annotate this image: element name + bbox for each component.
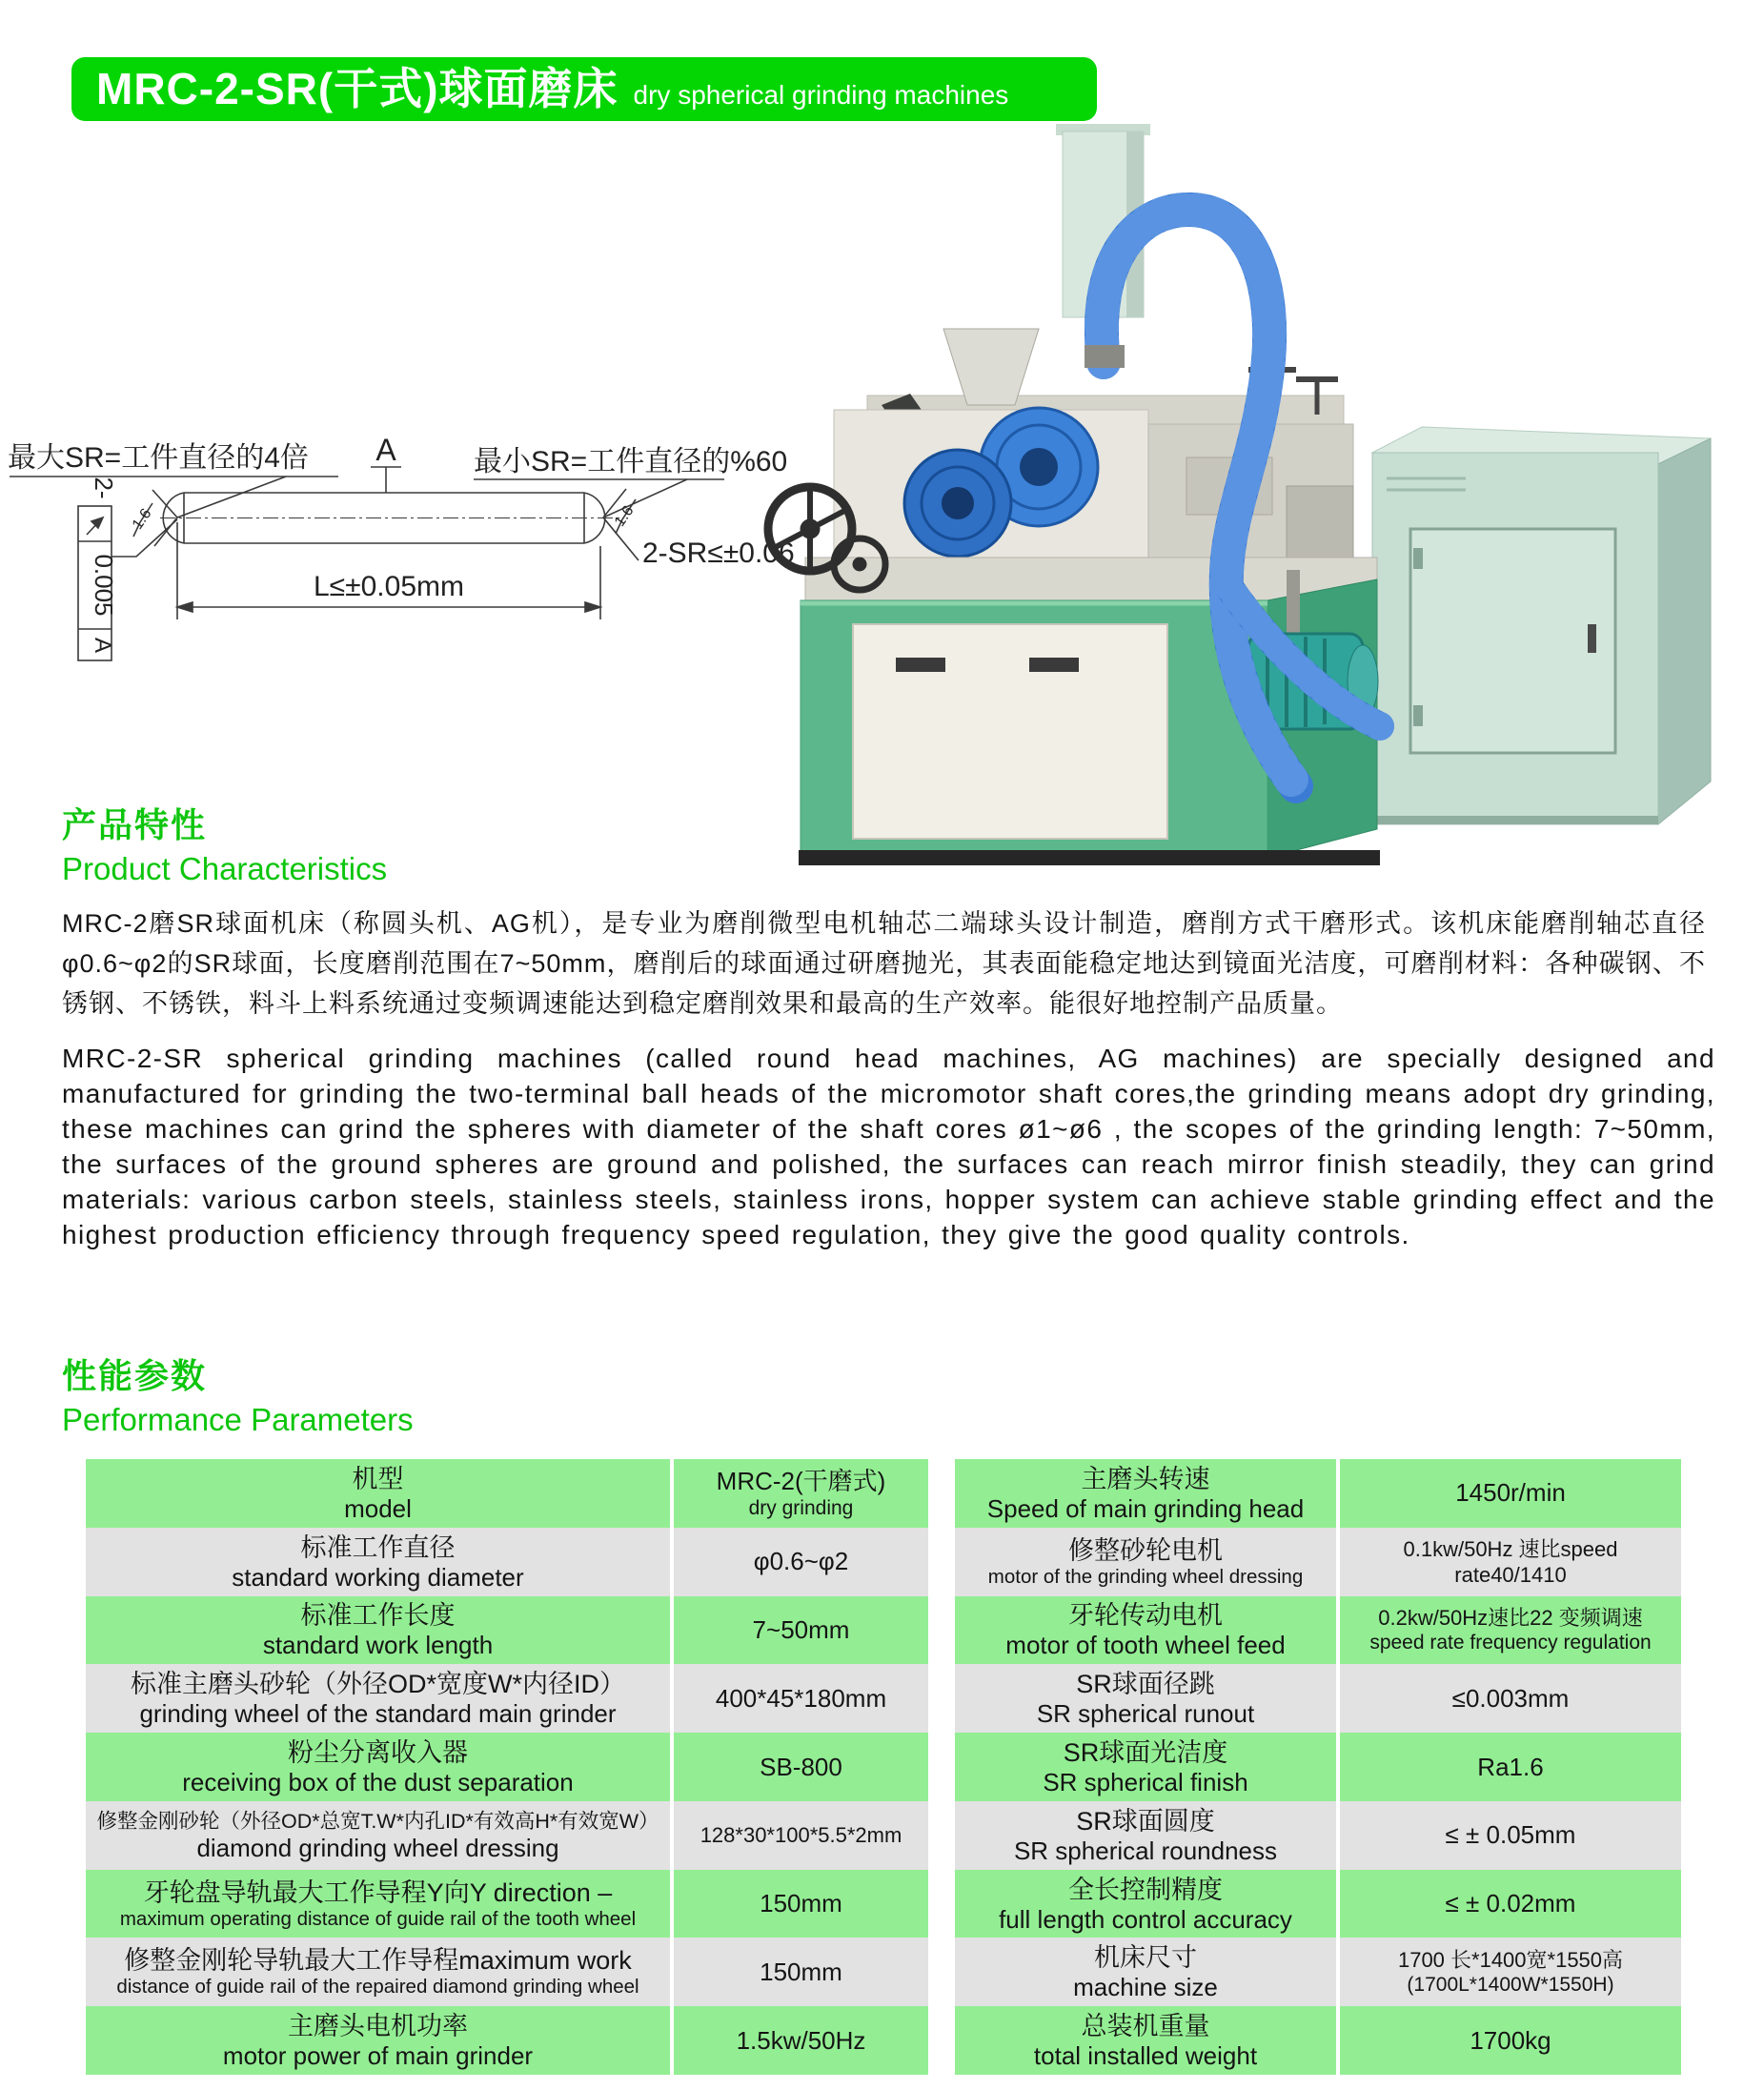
spec-row <box>86 1733 928 1801</box>
feed-hopper <box>943 329 1039 405</box>
spec-row <box>86 1938 928 2006</box>
spec-label-en: grinding wheel of the standard main grinder <box>139 1699 617 1729</box>
spec-label-en: SR spherical finish <box>1043 1768 1248 1797</box>
spec-label-cell <box>86 1870 674 1938</box>
spec-label-en: motor of the grinding wheel dressing <box>987 1565 1304 1588</box>
spec-row <box>955 1733 1681 1801</box>
spec-value: 0.1kw/50Hz 速比speed rate40/1410 <box>1403 1536 1618 1587</box>
spec-label-zh: 主磨头电机功率 <box>288 2012 468 2041</box>
spec-label-cell <box>86 1801 674 1870</box>
spec-value-cell <box>1340 1801 1681 1870</box>
spec-value: 1450r/min <box>1455 1478 1566 1508</box>
spec-row <box>955 1596 1681 1665</box>
spec-value: 1700kg <box>1470 2025 1551 2055</box>
spec-table-left <box>86 1459 928 2075</box>
drawing-label-length: L≤±0.05mm <box>314 571 464 602</box>
spec-row <box>86 1596 928 1665</box>
spec-row <box>955 2006 1681 2075</box>
spec-value: 1.5kw/50Hz <box>736 2025 866 2055</box>
spec-label-zh: 标准主磨头砂轮（外径OD*宽度W*内径ID） <box>131 1670 625 1699</box>
spec-label-en: receiving box of the dust separation <box>182 1768 574 1797</box>
spec-value: 150mm <box>760 1889 842 1918</box>
spec-label-en: diamond grinding wheel dressing <box>196 1833 559 1862</box>
drawing-tolerance-prefix: 2- <box>90 477 118 499</box>
spec-label-zh: 总装机重量 <box>1081 2012 1210 2041</box>
spec-value: 7~50mm <box>752 1614 850 1644</box>
spec-label-en: distance of guide rail of the repaired diamond grinding wheel <box>116 1976 639 1999</box>
spec-label-zh: 全长控制精度 <box>1068 1875 1223 1904</box>
spec-value-cell <box>674 1459 928 1528</box>
spec-value: 150mm <box>760 1957 842 1986</box>
spec-label-en: motor of tooth wheel feed <box>1005 1631 1286 1660</box>
drawing-finish-left-value: 1.6 <box>129 505 155 533</box>
spec-value-cell <box>674 1596 928 1665</box>
spec-label-cell <box>955 1596 1340 1665</box>
spec-row <box>86 1459 928 1528</box>
spec-value: φ0.6~φ2 <box>753 1547 849 1576</box>
page-subtitle: dry spherical grinding machines <box>633 80 1009 110</box>
spec-value-cell <box>1340 1459 1681 1528</box>
dust-collector-cabinet <box>1372 427 1711 824</box>
spec-label-cell <box>86 2006 674 2075</box>
spec-label-en: full length control accuracy <box>999 1904 1292 1934</box>
spec-value: Ra1.6 <box>1477 1752 1544 1781</box>
hose-clamp <box>1085 345 1125 368</box>
spec-label-zh: 修整金刚砂轮（外径OD*总宽T.W*内孔ID*有效高H*有效宽W） <box>96 1809 659 1833</box>
section-title-en: Performance Parameters <box>62 1402 414 1437</box>
cabinet-door <box>1410 529 1615 753</box>
spec-value-sub: (1700L*1400W*1550H) <box>1407 1974 1614 1997</box>
spec-label-en: motor power of main grinder <box>222 2041 534 2071</box>
spec-value: 0.2kw/50Hz速比22 变频调速 <box>1378 1606 1643 1631</box>
drawing-label-sr-tolerance: 2-SR≤±0.06 <box>642 538 795 569</box>
spec-row <box>955 1664 1681 1733</box>
page-title: MRC-2-SR(干式)球面磨床 <box>96 64 618 113</box>
drawing-label-min-sr: 最小SR=工件直径的%60 <box>474 446 788 477</box>
spec-label-en: standard working diameter <box>232 1562 524 1592</box>
characteristics-paragraph-zh: MRC-2磨SR球面机床（称圆头机、AG机），是专业为磨削微型电机轴芯二端球头设计制造，磨削方式干磨形式。该机床能磨削轴芯直径φ0.6~φ2的SR球面，长度磨削范围在7~50mm，磨削后的球面通过研磨抛光，其表面能稳定地达到镜面光洁度，可磨削材料：各种碳钢、不锈钢、不锈铁，料斗上料系统通过变频调速能达到稳定磨削效果和最高的生产效率。能很好地控制产品质量。 <box>62 909 1706 1018</box>
spec-label-zh: SR球面圆度 <box>1076 1806 1215 1836</box>
spec-label-cell <box>86 1459 674 1528</box>
spec-value-cell <box>674 1801 928 1870</box>
drawing-tolerance-value: 0.005 <box>90 554 118 617</box>
base-panel <box>853 624 1167 839</box>
spec-row <box>86 1870 928 1938</box>
spec-value-cell <box>1340 2006 1681 2075</box>
spec-value-cell <box>674 1733 928 1801</box>
spec-row <box>86 2006 928 2075</box>
spec-label-zh: 标准工作直径 <box>300 1532 456 1562</box>
spec-row <box>86 1528 928 1596</box>
shaft-technical-drawing <box>0 305 858 686</box>
machine-photo <box>753 124 1715 872</box>
spec-label-cell <box>955 1459 1340 1528</box>
spec-label-zh: 修整砂轮电机 <box>1068 1535 1223 1565</box>
drawing-datum-label: A <box>375 433 396 467</box>
spec-label-zh: 主磨头转速 <box>1081 1464 1210 1493</box>
spec-value: 128*30*100*5.5*2mm <box>700 1823 902 1848</box>
spec-row <box>955 1870 1681 1938</box>
drawing-finish-right-value: 1.6 <box>611 502 638 530</box>
spec-row <box>955 1459 1681 1528</box>
spec-value-sub: dry grinding <box>748 1496 854 1519</box>
spec-value: 400*45*180mm <box>715 1683 887 1713</box>
spec-value: ≤ ± 0.02mm <box>1445 1889 1576 1918</box>
spec-value-cell <box>1340 1528 1681 1596</box>
spec-label-cell <box>955 1870 1340 1938</box>
spec-label-cell <box>86 1664 674 1733</box>
spec-row <box>955 1801 1681 1870</box>
characteristics-paragraph-en: MRC-2-SR spherical grinding machines (called round head machines, AG machines) are specially designed and manufactured for grinding the two-terminal ball heads of the micromotor shaft cores,the grinding means adopt dry grinding, these machines can grind the spheres with diameter of the shaft cores ø1~ø6 , the scopes of the grinding length: 7~50mm, the surfaces of the ground spheres are ground and polished, the surfaces can reach mirror finish steadily, they can grind materials: various carbon steels, stainless steels, stainless irons, hopper system can achieve stable grinding effect and the highest production efficiency through frequency speed regulation, they give the good quality controls. <box>62 1044 1715 1249</box>
spec-label-cell <box>955 2006 1340 2075</box>
spec-row <box>86 1664 928 1733</box>
spec-label-zh: SR球面径跳 <box>1076 1670 1215 1699</box>
section-title-zh: 产品特性 <box>62 805 208 844</box>
spec-value-cell <box>1340 1596 1681 1665</box>
spec-value-sub: speed rate frequency regulation <box>1369 1632 1652 1654</box>
spec-label-en: Speed of main grinding head <box>986 1493 1305 1523</box>
spec-label-zh: 牙轮传动电机 <box>1068 1601 1223 1631</box>
spec-label-en: machine size <box>1073 1973 1218 2002</box>
spec-label-zh: 粉尘分离收入器 <box>288 1738 468 1768</box>
drawing-tolerance-datum: A <box>90 637 115 654</box>
title-banner <box>71 57 1097 121</box>
drawing-label-max-sr: 最大SR=工件直径的4倍 <box>8 442 309 474</box>
spec-value-cell <box>1340 1870 1681 1938</box>
spec-label-zh: SR球面光洁度 <box>1063 1738 1228 1768</box>
spec-value-cell <box>674 2006 928 2075</box>
spec-label-en: standard work length <box>262 1631 494 1660</box>
spec-value-cell <box>674 1938 928 2006</box>
spec-label-cell <box>86 1528 674 1596</box>
spec-value-cell <box>674 1528 928 1596</box>
spec-label-zh: 标准工作长度 <box>300 1601 456 1631</box>
spec-label-zh: 机型 <box>352 1464 404 1493</box>
spec-value-cell <box>1340 1733 1681 1801</box>
section-parameters-heading <box>62 1349 414 1438</box>
spec-label-cell <box>86 1596 674 1665</box>
spec-value: ≤ ± 0.05mm <box>1445 1820 1576 1850</box>
spec-value-cell <box>674 1664 928 1733</box>
spec-label-en: total installed weight <box>1033 2041 1258 2071</box>
spec-label-cell <box>955 1664 1340 1733</box>
spec-table-right <box>955 1459 1681 2075</box>
spec-row <box>955 1938 1681 2006</box>
spec-value: SB-800 <box>760 1752 842 1781</box>
spec-value: ≤0.003mm <box>1451 1683 1570 1713</box>
spec-label-cell <box>86 1733 674 1801</box>
section-characteristics-heading <box>62 799 387 887</box>
spec-label-cell <box>955 1733 1340 1801</box>
spec-label-cell <box>955 1801 1340 1870</box>
spec-row <box>955 1528 1681 1596</box>
spec-label-zh: 修整金刚轮导轨最大工作导程maximum work <box>124 1946 632 1976</box>
spec-value: MRC-2(干磨式) <box>716 1466 886 1495</box>
spec-label-cell <box>955 1938 1340 2006</box>
spec-label-en: SR spherical roundness <box>1013 1836 1278 1865</box>
door-handle <box>1588 624 1596 653</box>
spec-label-cell <box>955 1528 1340 1596</box>
section-title-en: Product Characteristics <box>62 851 388 886</box>
spec-label-en: maximum operating distance of guide rail of the tooth wheel <box>119 1907 637 1930</box>
spec-value-cell <box>1340 1938 1681 2006</box>
spec-value-cell <box>674 1870 928 1938</box>
spec-value-cell <box>1340 1664 1681 1733</box>
spec-label-zh: 牙轮盘导轨最大工作导程Y向Y direction – <box>143 1877 613 1907</box>
spec-label-en: model <box>344 1493 412 1523</box>
section-title-zh: 性能参数 <box>62 1356 208 1395</box>
spec-label-cell <box>86 1938 674 2006</box>
spec-label-zh: 机床尺寸 <box>1094 1943 1197 1973</box>
spec-label-en: SR spherical runout <box>1036 1699 1255 1729</box>
spec-value: 1700 长*1400宽*1550高 <box>1397 1948 1624 1973</box>
spec-row <box>86 1801 928 1870</box>
